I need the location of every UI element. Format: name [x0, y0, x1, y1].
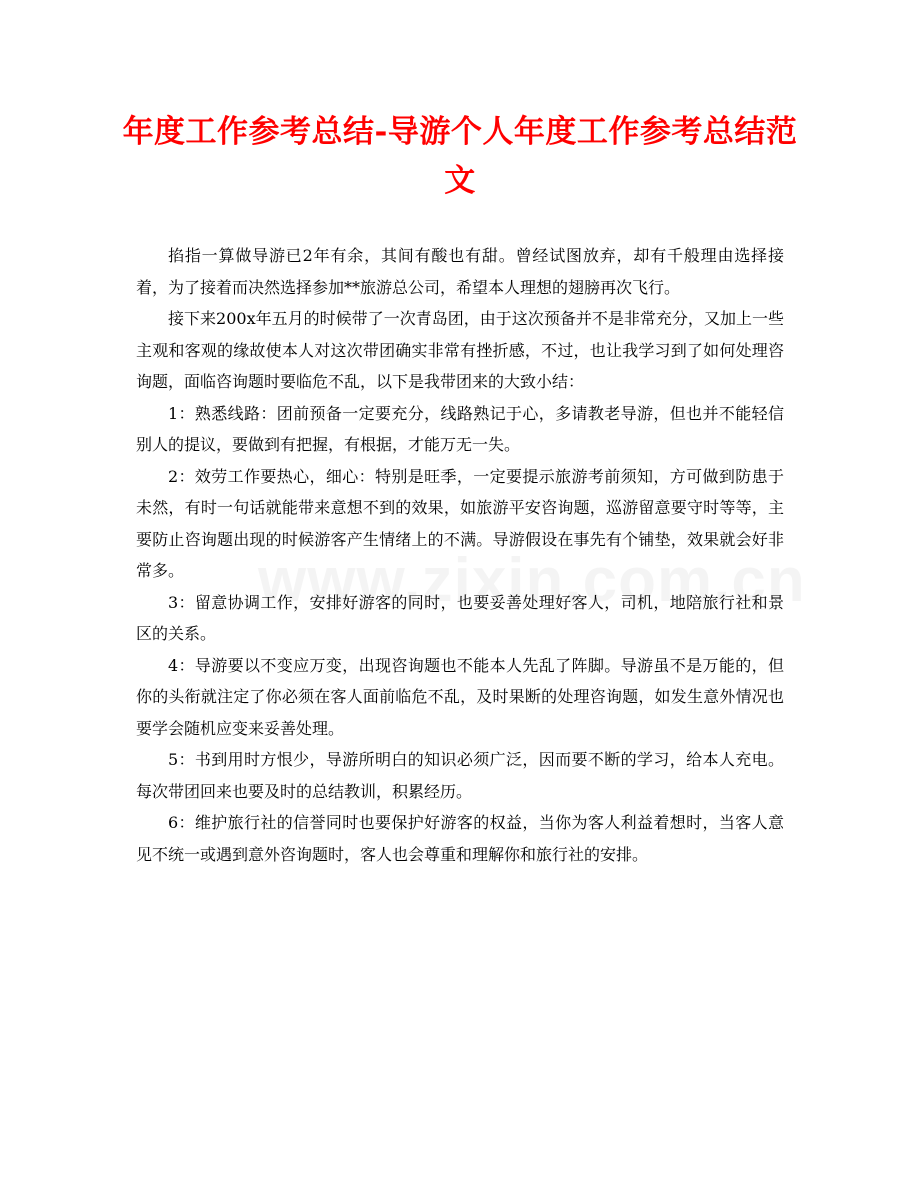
document-title: 年度工作参考总结-导游个人年度工作参考总结范文 [122, 114, 798, 199]
paragraph-item-1: 1：熟悉线路：团前预备一定要充分，线路熟记于心，多请教老导游，但也并不能轻信别人的提议，要做到有把握，有根据，才能万无一失。 [136, 403, 784, 454]
paragraph-item-4: 4：导游要以不变应万变，出现咨询题也不能本人先乱了阵脚。导游虽不是万能的，但你的头衔就注定了你必须在客人面前临危不乱，及时果断的处理咨询题，如发生意外情况也要学会随机应变来妥善处理。 [136, 655, 784, 738]
paragraph-item-2: 2：效劳工作要热心，细心：特别是旺季，一定要提示旅游考前须知，方可做到防患于未然，有时一句话就能带来意想不到的效果，如旅游平安咨询题，巡游留意要守时等等，主要防止咨询题出现的时候游客产生情绪上的不满。导游假设在事先有个铺垫，效果就会好非常多。 [136, 466, 784, 580]
paragraph-qingdao-tour: 接下来200x年五月的时候带了一次青岛团，由于这次预备并不是非常充分，又加上一些主观和客观的缘故使本人对这次带团确实非常有挫折感，不过，也让我学习到了如何处理咨询题，面临咨询题时要临危不乱，以下是我带团来的大致小结： [136, 309, 784, 391]
paragraph-intro: 掐指一算做导游已2年有余，其间有酸也有甜。曾经试图放弃，却有千般理由选择接着，为了接着而决然选择参加**旅游总公司，希望本人理想的翅膀再次飞行。 [136, 246, 784, 297]
document-body [136, 240, 784, 870]
paragraph-item-3: 3：留意协调工作，安排好游客的同时，也要妥善处理好客人，司机，地陪旅行社和景区的关系。 [136, 592, 784, 643]
paragraph-item-5: 5：书到用时方恨少，导游所明白的知识必须广泛，因而要不断的学习，给本人充电。每次带团回来也要及时的总结教训，积累经历。 [136, 750, 784, 801]
paragraph-item-6: 6：维护旅行社的信誉同时也要保护好游客的权益，当你为客人利益着想时，当客人意见不统一或遇到意外咨询题时，客人也会尊重和理解你和旅行社的安排。 [136, 813, 784, 864]
